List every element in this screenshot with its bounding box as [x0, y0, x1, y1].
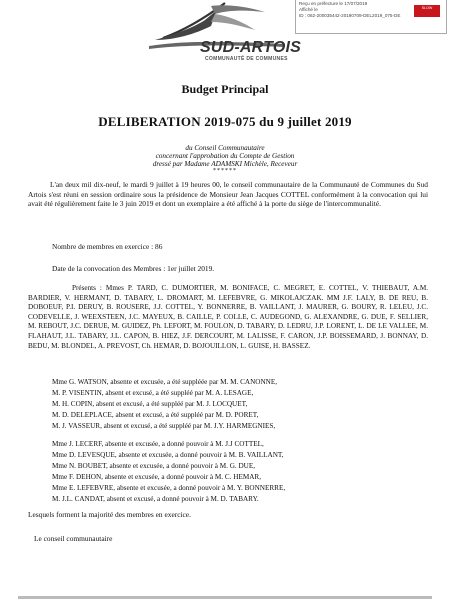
page-title: DELIBERATION 2019-075 du 9 juillet 2019 — [98, 114, 352, 129]
subtitle-council: du Conseil Communautaire — [185, 144, 265, 152]
list-item: M. P. VISENTIN, absent et excusé, a été suppléé par M. A. LESAGE, — [52, 389, 254, 397]
substitutes-list — [52, 378, 277, 433]
convocation-date: Date de la convocation des Membres : 1er juillet 2019. — [52, 264, 215, 273]
proxies-list — [52, 440, 285, 506]
list-item: M. J. VASSEUR, absent et excusé, a été suppléé par M. J.Y. HARMEGNIES, — [52, 422, 276, 430]
stamp-received: Reçu en préfecture le 17/07/2019 — [299, 1, 368, 6]
stamp-posted: Affiché le — [299, 7, 318, 12]
subtitle-receiver: dressé par Madame ADAMSKI Michèle, Receveur — [152, 160, 298, 168]
budget-heading: Budget Principal — [181, 82, 269, 96]
list-item: Mme F. DEHON, absente et excusée, a donné pouvoir à M. C. HEMAR, — [52, 473, 262, 481]
presents-list: Mmes P. TARD, C. DUMORTIER, M. BONIFACE, C. MEGRET, E. COTTEL, V. THIEBAUT, A.M. BARDIER, V. HERMANT, D. TABARY, L. DROMART, M. LEFEBVRE, G. MIKOLAJCZAK. MM J.F. LALY, B. DE REU, B. DOBOEUF, P.I. DERUY, B. ROUSERE, J.J. COTTEL, Y. BONNERRE, B. VAILLANT, J. MAURER, G. BOURY, R. LELEU, J.C. CODEVELLE, J. WEEXSTEEN, J.C. MAYEUX, B. CAILLE, P. COLLE, C. AUDEGOND, G. ALEXANDRE, G. DUE, F. SELLIER, M. REBOUT, J.C. DERUE, M. GUIDEZ, Ph. LEFORT, M. FOULON, D. TABARY, D. LEDRU, J.P. LORENT, L. DE LE VALLEE, M. FLAHAUT, J.L. TABARY, J.L. CAPON, B. HIEZ, J.F. DERCOURT, M. LALISSE, F. CARON, J.P. BOISSEMARD, J. BONNAY, D. BEDU, M. BLONDEL, A. PREVOST, Ch. HEMAR, D. BOJOUILLON, L. GUISE, H. BASSEZ. — [28, 284, 429, 350]
majority-statement: Lesquels forment la majorité des membres en exercice. — [28, 510, 191, 519]
list-item: Mme D. LEVESQUE, absente et excusée, a donné pouvoir à M. B. VAILLANT, — [52, 451, 284, 459]
opening-paragraph: L'an deux mil dix-neuf, le mardi 9 juillet à 19 heures 00, le conseil communautaire de la Communauté de Communes du Sud Artois s'est réuni en session ordinaire sous la présidence de Monsieur Jean Jacques COTTEL conformément à la convocation qui lui avait été régulièrement faite le 3 juin 2019 et dont un exemplaire a été affiché à la porte du siège de l'intercommunalité. — [28, 180, 428, 209]
prefecture-stamp — [295, 0, 447, 34]
subtitle-subject: concernant l'approbation du Compte de Gestion — [155, 152, 295, 160]
footer-divider — [18, 596, 432, 599]
list-item: Mme E. LEFEBVRE, absente et excusée, a donné pouvoir à M. Y. BONNERRE, — [52, 484, 286, 492]
list-item: Mme G. WATSON, absente et excusée, a été suppléée par M. M. CANONNE, — [52, 378, 278, 386]
logo-subtitle: COMMUNAUTÉ DE COMMUNES — [205, 56, 288, 62]
list-item: M. H. COPIN, absent et excusé, a été suppléé par M. J. LOCQUET, — [52, 400, 248, 408]
list-item: Mme N. BOUBET, absente et excusée, a donné pouvoir à M. G. DUE, — [52, 462, 256, 470]
stars-separator: ****** — [213, 168, 237, 174]
presents-paragraph — [28, 284, 428, 351]
list-item: Mme J. LECERF, absente et excusée, a donné pouvoir à M. J.J COTTEL, — [52, 440, 264, 448]
members-count: Nombre de membres en exercice : 86 — [52, 242, 163, 251]
presents-label: Présents : — [72, 284, 102, 292]
list-item: M. J.L. CANDAT, absent et excusé, a donné pouvoir à M. D. TABARY. — [52, 495, 259, 503]
list-item: M. D. DELEPLACE, absent et excusé, a été suppléé par M. D. PORET, — [52, 411, 259, 419]
closing-line: Le conseil communautaire — [34, 534, 113, 543]
stamp-badge: SLOW — [414, 5, 440, 17]
logo-name: SUD-ARTOIS — [200, 39, 301, 56]
stamp-id: ID : 062-200035442-20190709-DEL2019_075-DE — [299, 13, 401, 18]
